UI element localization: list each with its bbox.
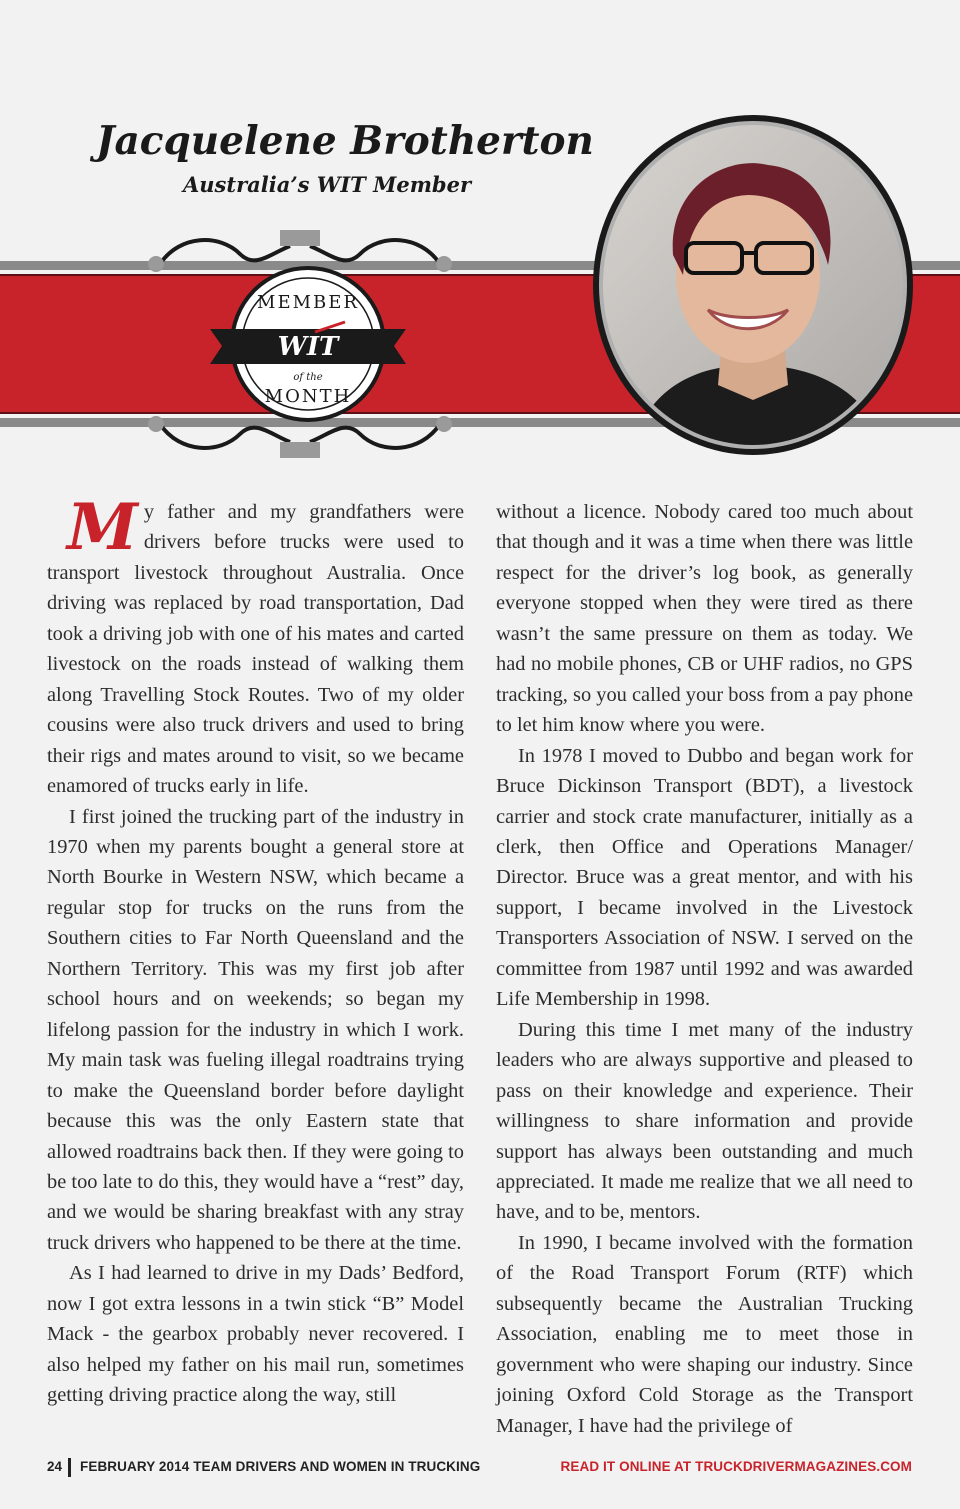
article-paragraph: In 1990, I became involved with the formation of the Road Transport Forum (RTF) which subsequently became the Australian Trucking Association, enabling me to meet those in government who were shaping our industry. Since joining Oxford Cold Storage as the Transport Manager, I have had the privilege of [496,1231,913,1437]
article-paragraph: As I had learned to drive in my Dads’ Bedford, now I got extra lessons in a twin stick “B” Model Mack - the gearbox probably never recovered. I also helped my father on his mail run, sometimes getting driving practice along the way, still [47,1262,464,1407]
page-number: 24 [47,1459,63,1474]
article-paragraph: I first joined the trucking part of the industry in 1970 when my parents bought a general store at North Bourke in Western NSW, which became a regular stop for trucks on the runs from the Southern cities to Far North Queensland and the Northern Territory. This was my first job after school hours and on weekends; so began my lifelong passion for the industry in which I work. My main task was fueling illegal roadtrains trying to make the Queensland border before daylight because this was the only Eastern state that allowed roadtrains back then. If they were going to be too late to do this, they would have a “rest” day, and we would be sharing breakfast with any stray truck drivers who happened to be there at the time. [47,805,464,1254]
article-column-right [496,497,913,1441]
article-column-left [47,490,464,1411]
page-footer [0,1458,960,1480]
portrait-photo [588,115,918,455]
badge-bottom-text: MONTH [264,386,352,407]
article-paragraph [47,490,464,802]
wit-logo: WIT [277,332,339,362]
badge-middle-text: of the [293,372,323,383]
article-paragraph: During this time I met many of the industry leaders who are always supportive and pleased to pass on their knowledge and experience. Their willingness to share information and provide support has always been outstanding and much appreciated. It made me realize that we all need to have, and to be, mentors. [496,1018,913,1224]
page-title: Jacquelene Brotherton [96,118,594,164]
article-paragraph: without a licence. Nobody cared too much about that though and it was a time when there was little respect for the driver’s log book, as generally everyone stopped when they were tired as there wasn’t the same pressure on them as today. We had no mobile phones, CB or UHF radios, no GPS tracking, so you called your boss from a pay phone to let him know where you were. [496,501,913,737]
page-subtitle: Australia’s WIT Member [183,172,472,197]
member-of-the-month-badge [140,224,480,464]
publication-title: FEBRUARY 2014 TEAM DRIVERS AND WOMEN IN TRUCKING [80,1459,481,1474]
article-paragraph: In 1978 I moved to Dubbo and began work for Bruce Dickinson Transport (BDT), a livestock carrier and stock crate manufacturer, initially as a clerk, then Office and Operations Manager/ Director. Bruce was a great mentor, and with his support, I became involved in the Livestock Transporters Association of NSW. I served on the committee from 1987 until 1992 and was awarded Life Membership in 1998. [496,744,913,1011]
read-online-link[interactable]: READ IT ONLINE AT TRUCKDRIVERMAGAZINES.COM [560,1459,912,1474]
drop-cap: M [67,490,138,565]
paragraph-text: y father and my grandfathers were drivers before trucks were used to transport livestock throughout Australia. Once driving was replaced by road transportation, Dad took a driving job with one of his mates and carted livestock on the roads instead of walking them along Travelling Stock Routes. Two of my older cousins were also truck drivers and used to bring their rigs and mates around to visit, so we became enamored of trucks early in life. [47,501,464,798]
badge-top-text: MEMBER [257,292,359,313]
footer-divider [68,1458,71,1477]
